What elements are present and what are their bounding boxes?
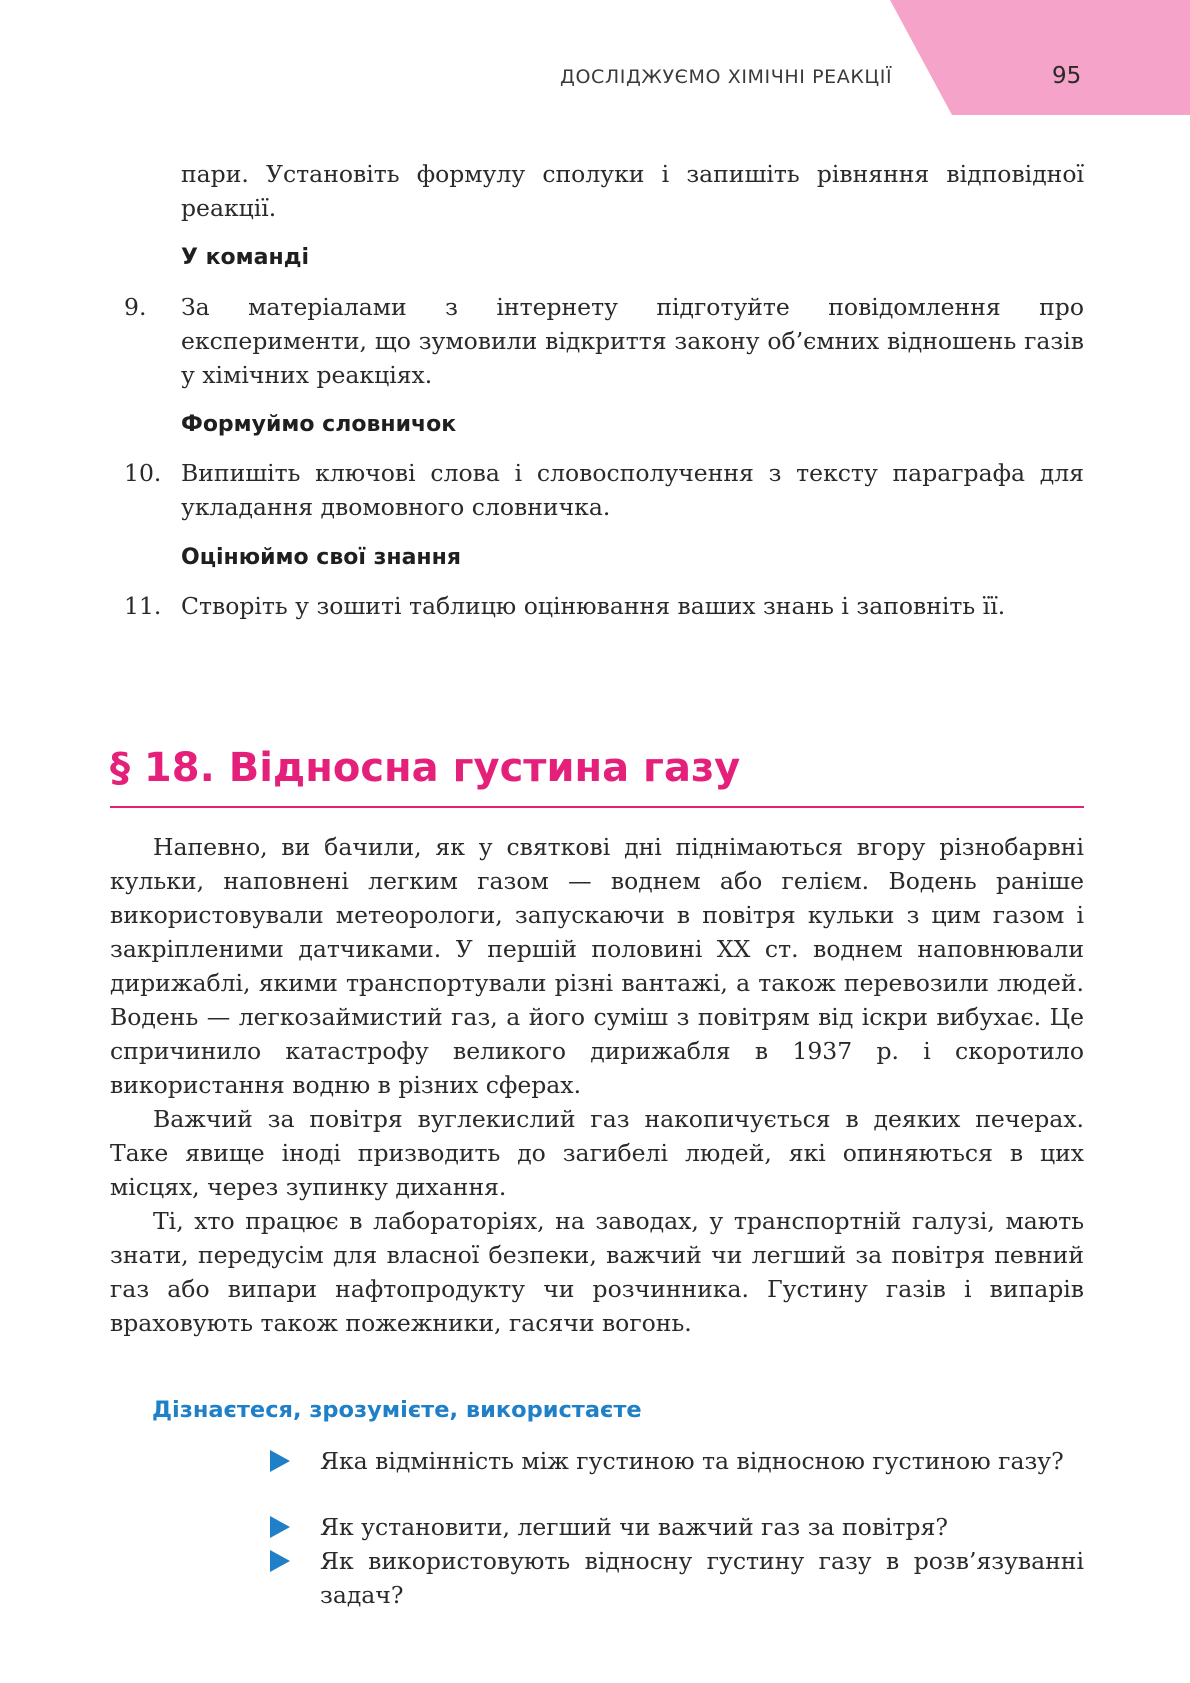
task-heading-glossary: Формуймо словничок xyxy=(181,412,457,437)
section-body xyxy=(110,830,1084,1340)
task-number-10: 10. xyxy=(124,459,162,487)
task-text-11: Створіть у зошиті таблицю оцінювання ваших знань і заповніть її. xyxy=(181,592,1006,620)
triangle-bullet-icon xyxy=(270,1550,290,1572)
triangle-bullet-icon xyxy=(270,1516,290,1538)
running-title: ДОСЛІДЖУЄМО ХІМІЧНІ РЕАКЦІЇ xyxy=(560,66,893,88)
learning-question-3: Як використовують відносну густину газу в розв’язуванні задач? xyxy=(320,1547,1084,1609)
section-title: § 18. Відносна густина газу xyxy=(110,745,741,791)
task-continuation: пари. Установіть формулу сполуки і запишіть рівняння відповідної реакції. xyxy=(181,160,1084,222)
page-corner-decoration xyxy=(890,0,1190,115)
page-number: 95 xyxy=(1052,63,1082,89)
body-paragraph-3: Ті, хто працює в лабораторіях, на заводах, у транспортній галузі, мають знати, передусім для власної безпеки, важчий чи легший за повітря певний газ або випари нафтопродукту чи розчинника. Густину газів і випарів враховують також пожежники, гасячи вогонь. xyxy=(110,1207,1084,1337)
body-paragraph-1: Напевно, ви бачили, як у святкові дні піднімаються вгору різнобарвні кульки, наповнені легким газом — воднем або гелієм. Водень раніше використовували метеорологи, запускаючи в повітря кульки з цим газом і закріпленими датчиками. У першій половині XX ст. воднем наповнювали дирижаблі, якими транспортували різні вантажі, а також перевозили людей. Водень — легкозаймистий газ, а його суміш з повітрям від іскри вибухає. Це спричинило катастрофу великого дирижабля в 1937 р. і скоротило використання водню в різних сферах. xyxy=(110,833,1084,1099)
learning-question-2: Як установити, легший чи важчий газ за повітря? xyxy=(320,1513,949,1541)
triangle-bullet-icon xyxy=(270,1450,290,1472)
task-number-9: 9. xyxy=(124,293,147,321)
section-title-rule xyxy=(110,806,1084,808)
body-paragraph-2: Важчий за повітря вуглекислий газ накопичується в деяких печерах. Таке явище іноді призводить до загибелі людей, які опиняються в цих місцях, через зупинку дихання. xyxy=(110,1105,1084,1201)
task-heading-team: У команді xyxy=(181,245,310,270)
learning-goals-heading: Дізнаєтеся, зрозумієте, використаєте xyxy=(152,1397,642,1423)
task-number-11: 11. xyxy=(124,592,162,620)
task-text-9: За матеріалами з інтернету підготуйте повідомлення про експерименти, що зумовили відкриття закону об’ємних відношень газів у хімічних реакціях. xyxy=(181,293,1084,389)
task-heading-assessment: Оцінюймо свої знання xyxy=(181,545,461,570)
task-text-10: Випишіть ключові слова і словосполучення з тексту параграфа для укладання двомовного словничка. xyxy=(181,459,1084,521)
learning-question-1: Яка відмінність між густиною та відносною густиною газу? xyxy=(320,1447,1064,1475)
